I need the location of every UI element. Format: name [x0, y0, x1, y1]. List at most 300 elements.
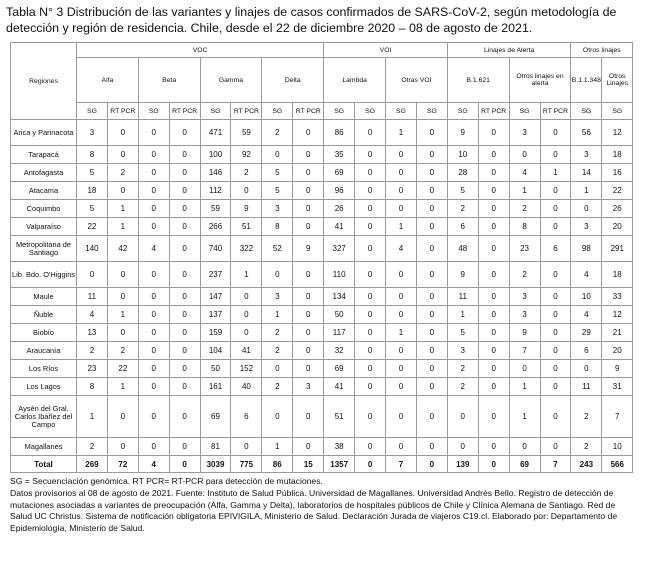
total-value-cell: 7: [386, 456, 417, 473]
value-cell: 0: [355, 262, 386, 288]
value-cell: 2: [77, 342, 108, 360]
value-cell: 41: [324, 218, 355, 236]
value-cell: 11: [571, 378, 602, 396]
value-cell: 0: [478, 288, 509, 306]
region-cell: Ñuble: [11, 306, 77, 324]
value-cell: 22: [107, 360, 138, 378]
value-cell: 0: [355, 218, 386, 236]
value-cell: 12: [602, 306, 633, 324]
value-cell: 2: [447, 200, 478, 218]
value-cell: 100: [200, 146, 231, 164]
value-cell: 0: [416, 200, 447, 218]
value-cell: 0: [138, 342, 169, 360]
value-cell: 1: [386, 218, 417, 236]
value-cell: 22: [602, 182, 633, 200]
value-cell: 0: [231, 324, 262, 342]
table-row: [11, 360, 633, 378]
value-cell: 69: [324, 360, 355, 378]
region-cell: Valparaíso: [11, 218, 77, 236]
value-cell: 41: [324, 378, 355, 396]
value-cell: 0: [355, 378, 386, 396]
value-cell: 0: [416, 324, 447, 342]
value-cell: 96: [324, 182, 355, 200]
variants-table: [10, 42, 633, 473]
value-cell: 4: [138, 236, 169, 262]
region-cell: Antofagasta: [11, 164, 77, 182]
value-cell: 1: [386, 324, 417, 342]
value-cell: 4: [571, 262, 602, 288]
method-header-cell: SG: [571, 103, 602, 120]
value-cell: 0: [169, 396, 200, 438]
value-cell: 0: [138, 164, 169, 182]
value-cell: 23: [509, 236, 540, 262]
region-cell: Magallanes: [11, 438, 77, 456]
value-cell: 0: [540, 306, 571, 324]
table-row: [11, 146, 633, 164]
method-header-cell: SG: [386, 103, 417, 120]
value-cell: 4: [77, 306, 108, 324]
value-cell: 20: [602, 218, 633, 236]
value-cell: 0: [416, 182, 447, 200]
value-cell: 7: [509, 342, 540, 360]
value-cell: 11: [77, 288, 108, 306]
value-cell: 2: [262, 342, 293, 360]
method-header-cell: SG: [416, 103, 447, 120]
value-cell: 7: [602, 396, 633, 438]
value-cell: 110: [324, 262, 355, 288]
value-cell: 0: [478, 218, 509, 236]
value-cell: 0: [293, 120, 324, 146]
value-cell: 92: [231, 146, 262, 164]
group-header-row: [11, 43, 633, 58]
value-cell: 10: [602, 438, 633, 456]
total-value-cell: 15: [293, 456, 324, 473]
value-cell: 0: [169, 146, 200, 164]
value-cell: 0: [386, 342, 417, 360]
value-cell: 2: [231, 164, 262, 182]
value-cell: 0: [386, 396, 417, 438]
value-cell: 0: [138, 438, 169, 456]
table-row: [11, 324, 633, 342]
method-header-cell: SG: [262, 103, 293, 120]
subgroup-lambda: Lambda: [324, 58, 386, 103]
value-cell: 0: [540, 360, 571, 378]
value-cell: 3: [509, 306, 540, 324]
value-cell: 0: [386, 182, 417, 200]
value-cell: 0: [386, 200, 417, 218]
table-row: [11, 200, 633, 218]
region-cell: Metropolitana de Santiago: [11, 236, 77, 262]
region-cell: Coquimbo: [11, 200, 77, 218]
value-cell: 98: [571, 236, 602, 262]
value-cell: 1: [540, 164, 571, 182]
value-cell: 327: [324, 236, 355, 262]
value-cell: 9: [447, 120, 478, 146]
value-cell: 0: [169, 360, 200, 378]
value-cell: 134: [324, 288, 355, 306]
total-value-cell: 4: [138, 456, 169, 473]
value-cell: 0: [262, 262, 293, 288]
value-cell: 1: [262, 306, 293, 324]
total-value-cell: 0: [169, 456, 200, 473]
total-value-cell: 0: [355, 456, 386, 473]
value-cell: 0: [478, 396, 509, 438]
table-row: [11, 182, 633, 200]
method-header-cell: RT PCR: [107, 103, 138, 120]
value-cell: 0: [386, 438, 417, 456]
total-value-cell: 775: [231, 456, 262, 473]
value-cell: 0: [138, 200, 169, 218]
group-otros-linajes: Otros linajes: [571, 43, 633, 58]
table-row: [11, 262, 633, 288]
value-cell: 0: [509, 146, 540, 164]
value-cell: 117: [324, 324, 355, 342]
value-cell: 33: [602, 288, 633, 306]
value-cell: 0: [231, 438, 262, 456]
value-cell: 69: [324, 164, 355, 182]
value-cell: 1: [107, 306, 138, 324]
value-cell: 0: [138, 288, 169, 306]
value-cell: 6: [447, 218, 478, 236]
value-cell: 0: [416, 378, 447, 396]
value-cell: 51: [231, 218, 262, 236]
value-cell: 12: [602, 120, 633, 146]
value-cell: 740: [200, 236, 231, 262]
subgroup-header-row: [11, 58, 633, 103]
value-cell: 0: [293, 200, 324, 218]
value-cell: 0: [107, 324, 138, 342]
value-cell: 2: [262, 120, 293, 146]
value-cell: 0: [77, 262, 108, 288]
value-cell: 4: [571, 306, 602, 324]
value-cell: 291: [602, 236, 633, 262]
value-cell: 0: [540, 262, 571, 288]
total-value-cell: 0: [416, 456, 447, 473]
value-cell: 0: [138, 218, 169, 236]
region-cell: Lib. Bdo. O'Higgins: [11, 262, 77, 288]
value-cell: 3: [571, 218, 602, 236]
value-cell: 0: [540, 182, 571, 200]
value-cell: 0: [293, 342, 324, 360]
value-cell: 1: [571, 182, 602, 200]
value-cell: 152: [231, 360, 262, 378]
value-cell: 0: [540, 438, 571, 456]
value-cell: 0: [416, 262, 447, 288]
value-cell: 147: [200, 288, 231, 306]
value-cell: 0: [509, 360, 540, 378]
value-cell: 5: [447, 182, 478, 200]
value-cell: 0: [138, 262, 169, 288]
subgroup-gamma: Gamma: [200, 58, 262, 103]
value-cell: 0: [169, 120, 200, 146]
value-cell: 0: [138, 396, 169, 438]
subgroup-alfa: Alfa: [77, 58, 139, 103]
value-cell: 0: [416, 288, 447, 306]
value-cell: 0: [138, 146, 169, 164]
value-cell: 2: [571, 396, 602, 438]
table-row: [11, 218, 633, 236]
value-cell: 50: [324, 306, 355, 324]
value-cell: 0: [571, 200, 602, 218]
value-cell: 0: [416, 218, 447, 236]
table-row: [11, 306, 633, 324]
value-cell: 3: [77, 120, 108, 146]
value-cell: 6: [231, 396, 262, 438]
total-value-cell: 3039: [200, 456, 231, 473]
subgroup-otros-linajes: Otros Linajes: [602, 58, 633, 103]
subgroup-otros-alerta: Otros linajes en alerta: [509, 58, 571, 103]
value-cell: 0: [540, 324, 571, 342]
value-cell: 26: [602, 200, 633, 218]
value-cell: 0: [386, 146, 417, 164]
value-cell: 0: [478, 438, 509, 456]
footnote-line: Datos provisorios al 08 de agosto de 2021. Fuente: Instituto de Salud Pública. Universidad de Magallanes. Universidad Andrés Bello. Registro de detección de mutaciones asociadas a variantes de preocupación (Alfa, Gamma y Delta), laboratorios de hospitales públicos de Chile y Clínica Alemana de Santiago. Red de Salud UC Christus. Sistema de notificación obligatoria EPIVIGILA, Ministerio de Salud. Declaración Jurada de viajeros C19.cl. Elaborado por: Departamento de Epidemiología, Ministerio de Salud.: [10, 487, 618, 534]
total-label: Total: [11, 456, 77, 473]
value-cell: 1: [262, 438, 293, 456]
value-cell: 0: [540, 146, 571, 164]
value-cell: 29: [571, 324, 602, 342]
value-cell: 0: [169, 262, 200, 288]
value-cell: 0: [293, 306, 324, 324]
value-cell: 0: [386, 360, 417, 378]
value-cell: 18: [77, 182, 108, 200]
value-cell: 0: [293, 262, 324, 288]
value-cell: 0: [138, 306, 169, 324]
value-cell: 10: [447, 146, 478, 164]
value-cell: 21: [602, 324, 633, 342]
value-cell: 28: [447, 164, 478, 182]
value-cell: 0: [416, 306, 447, 324]
value-cell: 0: [478, 120, 509, 146]
value-cell: 13: [77, 324, 108, 342]
value-cell: 1: [107, 378, 138, 396]
value-cell: 159: [200, 324, 231, 342]
value-cell: 32: [324, 342, 355, 360]
footnotes: [10, 476, 644, 535]
value-cell: 0: [540, 218, 571, 236]
value-cell: 14: [571, 164, 602, 182]
value-cell: 0: [138, 182, 169, 200]
value-cell: 0: [355, 146, 386, 164]
value-cell: 471: [200, 120, 231, 146]
group-voc: VOC: [77, 43, 324, 58]
method-header-cell: SG: [200, 103, 231, 120]
value-cell: 0: [540, 396, 571, 438]
table-row: [11, 236, 633, 262]
value-cell: 0: [478, 306, 509, 324]
value-cell: 23: [77, 360, 108, 378]
value-cell: 4: [386, 236, 417, 262]
value-cell: 18: [602, 146, 633, 164]
value-cell: 2: [107, 342, 138, 360]
value-cell: 52: [262, 236, 293, 262]
value-cell: 0: [355, 200, 386, 218]
value-cell: 0: [478, 200, 509, 218]
value-cell: 0: [231, 288, 262, 306]
value-cell: 8: [77, 378, 108, 396]
value-cell: 1: [231, 262, 262, 288]
region-cell: Maule: [11, 288, 77, 306]
value-cell: 0: [416, 342, 447, 360]
value-cell: 9: [602, 360, 633, 378]
value-cell: 8: [77, 146, 108, 164]
value-cell: 2: [262, 378, 293, 396]
value-cell: 104: [200, 342, 231, 360]
total-value-cell: 139: [447, 456, 478, 473]
value-cell: 9: [447, 262, 478, 288]
value-cell: 0: [231, 182, 262, 200]
value-cell: 3: [262, 200, 293, 218]
value-cell: 1: [77, 396, 108, 438]
value-cell: 0: [293, 360, 324, 378]
value-cell: 2: [509, 200, 540, 218]
value-cell: 2: [571, 438, 602, 456]
value-cell: 1: [107, 218, 138, 236]
value-cell: 0: [293, 182, 324, 200]
value-cell: 0: [447, 438, 478, 456]
value-cell: 0: [355, 164, 386, 182]
region-cell: Biobío: [11, 324, 77, 342]
total-value-cell: 269: [77, 456, 108, 473]
value-cell: 1: [509, 378, 540, 396]
method-header-cell: RT PCR: [478, 103, 509, 120]
value-cell: 0: [231, 306, 262, 324]
value-cell: 0: [138, 324, 169, 342]
value-cell: 5: [447, 324, 478, 342]
value-cell: 0: [169, 236, 200, 262]
subgroup-delta: Delta: [262, 58, 324, 103]
value-cell: 69: [200, 396, 231, 438]
value-cell: 0: [540, 378, 571, 396]
value-cell: 0: [540, 288, 571, 306]
value-cell: 31: [602, 378, 633, 396]
value-cell: 0: [107, 438, 138, 456]
value-cell: 11: [447, 288, 478, 306]
value-cell: 5: [262, 164, 293, 182]
value-cell: 0: [540, 342, 571, 360]
value-cell: 0: [540, 120, 571, 146]
value-cell: 2: [447, 378, 478, 396]
footnote-line: SG = Secuenciación genómica. RT PCR= RT-PCR para detección de mutaciones.: [10, 476, 323, 486]
region-cell: Tarapacá: [11, 146, 77, 164]
value-cell: 0: [107, 182, 138, 200]
value-cell: 0: [169, 200, 200, 218]
value-cell: 3: [509, 120, 540, 146]
value-cell: 0: [386, 306, 417, 324]
value-cell: 0: [107, 146, 138, 164]
value-cell: 112: [200, 182, 231, 200]
value-cell: 0: [447, 396, 478, 438]
value-cell: 0: [478, 164, 509, 182]
value-cell: 50: [200, 360, 231, 378]
regions-header: Regiones: [11, 43, 77, 120]
method-header-cell: SG: [324, 103, 355, 120]
value-cell: 9: [509, 324, 540, 342]
value-cell: 0: [169, 378, 200, 396]
value-cell: 3: [293, 378, 324, 396]
value-cell: 3: [262, 288, 293, 306]
value-cell: 0: [416, 360, 447, 378]
value-cell: 5: [262, 182, 293, 200]
method-header-cell: RT PCR: [231, 103, 262, 120]
value-cell: 0: [262, 396, 293, 438]
value-cell: 81: [200, 438, 231, 456]
value-cell: 8: [509, 218, 540, 236]
value-cell: 0: [416, 146, 447, 164]
value-cell: 161: [200, 378, 231, 396]
value-cell: 266: [200, 218, 231, 236]
value-cell: 2: [509, 262, 540, 288]
value-cell: 0: [540, 200, 571, 218]
value-cell: 0: [355, 324, 386, 342]
value-cell: 0: [293, 164, 324, 182]
table-row: [11, 120, 633, 146]
method-header-cell: SG: [509, 103, 540, 120]
group-linajes-alerta: Linajes de Alerta: [447, 43, 571, 58]
total-value-cell: 7: [540, 456, 571, 473]
subgroup-beta: Beta: [138, 58, 200, 103]
value-cell: 0: [355, 182, 386, 200]
value-cell: 0: [293, 146, 324, 164]
value-cell: 0: [355, 396, 386, 438]
method-header-cell: SG: [447, 103, 478, 120]
value-cell: 4: [509, 164, 540, 182]
value-cell: 0: [262, 146, 293, 164]
value-cell: 2: [107, 164, 138, 182]
value-cell: 10: [571, 288, 602, 306]
value-cell: 1: [509, 396, 540, 438]
value-cell: 9: [231, 200, 262, 218]
method-header-cell: RT PCR: [540, 103, 571, 120]
region-cell: Arica y Parinacota: [11, 120, 77, 146]
value-cell: 0: [478, 236, 509, 262]
value-cell: 0: [416, 438, 447, 456]
value-cell: 9: [293, 236, 324, 262]
value-cell: 0: [478, 342, 509, 360]
value-cell: 0: [355, 306, 386, 324]
total-value-cell: 0: [478, 456, 509, 473]
value-cell: 2: [447, 360, 478, 378]
value-cell: 0: [478, 146, 509, 164]
value-cell: 0: [386, 288, 417, 306]
table-row: [11, 378, 633, 396]
value-cell: 1: [509, 182, 540, 200]
total-value-cell: 1357: [324, 456, 355, 473]
region-cell: Los Ríos: [11, 360, 77, 378]
value-cell: 18: [602, 262, 633, 288]
value-cell: 3: [571, 146, 602, 164]
value-cell: 0: [386, 262, 417, 288]
value-cell: 0: [416, 120, 447, 146]
value-cell: 48: [447, 236, 478, 262]
value-cell: 6: [571, 342, 602, 360]
value-cell: 0: [169, 218, 200, 236]
value-cell: 86: [324, 120, 355, 146]
value-cell: 0: [386, 378, 417, 396]
value-cell: 0: [138, 360, 169, 378]
total-value-cell: 72: [107, 456, 138, 473]
value-cell: 0: [107, 288, 138, 306]
value-cell: 0: [262, 360, 293, 378]
total-value-cell: 69: [509, 456, 540, 473]
table-row: [11, 164, 633, 182]
value-cell: 16: [602, 164, 633, 182]
value-cell: 6: [540, 236, 571, 262]
value-cell: 0: [169, 288, 200, 306]
region-cell: Aysén del Gral. Carlos Ibáñez del Campo: [11, 396, 77, 438]
value-cell: 0: [293, 218, 324, 236]
value-cell: 35: [324, 146, 355, 164]
